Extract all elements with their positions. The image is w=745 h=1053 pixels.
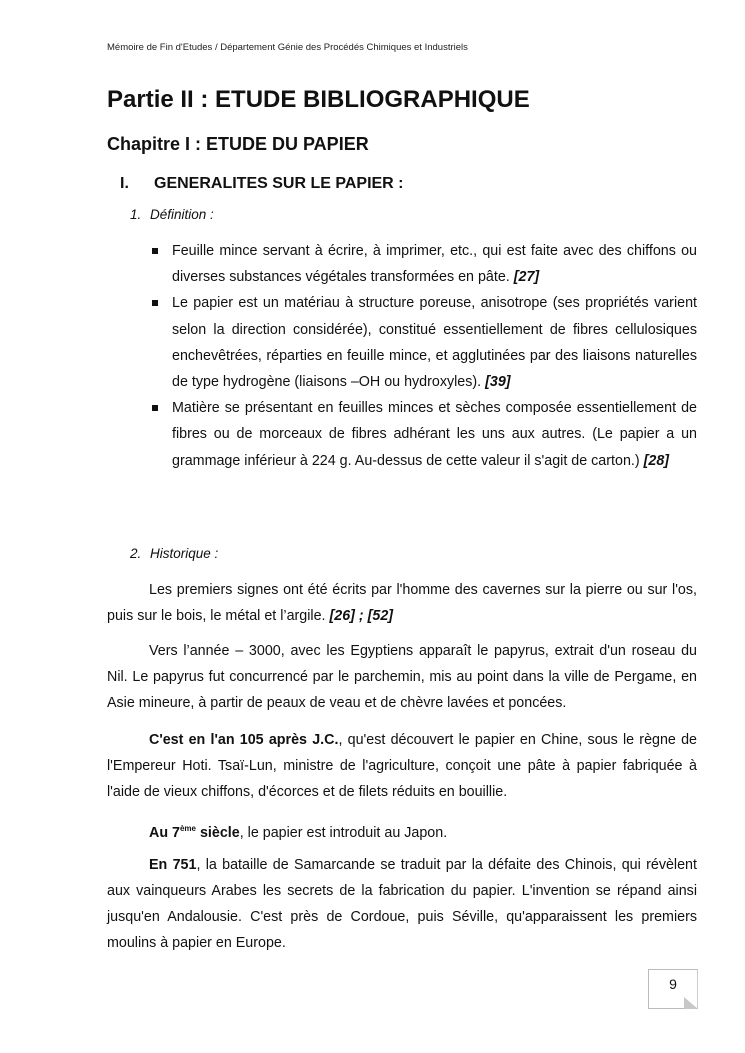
paragraph-text: , qu'est découvert le papier en Chine, sous le règne de l'Empereur Hoti. Tsaï-Lun, ministre de l'agriculture, conçoit une pâte à papier fabriquée à l'aide de vieux chiffons, d'écorces et de filets réduits en bouillie. bbox=[107, 732, 697, 800]
citation: [28] bbox=[643, 452, 670, 469]
square-bullet-icon bbox=[152, 405, 158, 411]
page-curl-icon bbox=[684, 997, 698, 1009]
emphasis: C'est en l'an 105 après J.C. bbox=[149, 732, 339, 748]
paragraph bbox=[107, 816, 697, 846]
part-title: Partie II : ETUDE BIBLIOGRAPHIQUE bbox=[107, 86, 530, 113]
citation: [26] ; [52] bbox=[329, 608, 394, 624]
section-number: I. bbox=[120, 175, 129, 192]
list-item bbox=[152, 395, 697, 474]
subsection-title: Historique : bbox=[150, 546, 219, 561]
emphasis: siècle bbox=[196, 824, 240, 841]
paragraph bbox=[107, 852, 697, 956]
list-item bbox=[152, 238, 697, 290]
list-item bbox=[152, 290, 697, 395]
item-text: Matière se présentant en feuilles minces et sèches composée essentiellement de fibres ou de morceaux de fibres adhérant les uns aux autres. (Le papier a un grammage inférieur à 224 g. Au-dessus de cette valeur il s'agit de carton.) bbox=[172, 400, 697, 469]
citation: [27] bbox=[513, 269, 540, 286]
section-title: GENERALITES SUR LE PAPIER : bbox=[154, 175, 404, 192]
item-text: Le papier est un matériau à structure poreuse, anisotrope (ses propriétés varient selon la direction considérée), constitué essentiellement de fibres cellulosiques enchevêtrées, réparties en feuille mince, et agglutinées par des liaisons naturelles de type hydrogène (liaisons –OH ou hydroxyles). bbox=[172, 295, 697, 391]
paragraph-text: Vers l’année – 3000, avec les Egyptiens apparaît le papyrus, extrait d'un roseau du Nil. Le papyrus fut concurrencé par le parchemin, mis au point dans la ville de Pergame, en Asie mineure, à partir de peaux de veau et de chèvre lavées et poncées. bbox=[107, 643, 697, 711]
subsection-number: 2. bbox=[130, 546, 142, 561]
subsection-historique bbox=[130, 546, 218, 561]
subsection-definition bbox=[130, 207, 214, 222]
citation: [39] bbox=[485, 374, 511, 391]
square-bullet-icon bbox=[152, 248, 158, 254]
page-number-box bbox=[648, 969, 698, 1009]
square-bullet-icon bbox=[152, 300, 158, 306]
paragraph bbox=[107, 727, 697, 805]
item-text: Feuille mince servant à écrire, à imprimer, etc., qui est faite avec des chiffons ou diverses substances végétales transformées en pâte. bbox=[172, 243, 697, 286]
subsection-number: 1. bbox=[130, 207, 142, 222]
emphasis: Au 7 bbox=[149, 824, 180, 841]
running-header: Mémoire de Fin d'Etudes / Département Génie des Procédés Chimiques et Industriels bbox=[107, 42, 468, 53]
definition-list bbox=[152, 238, 697, 474]
superscript: ème bbox=[179, 824, 196, 833]
paragraph bbox=[107, 638, 697, 716]
page-number: 9 bbox=[669, 976, 677, 992]
paragraph-text: , la bataille de Samarcande se traduit par la défaite des Chinois, qui révèlent aux vainqueurs Arabes les secrets de la fabrication du papier. L'invention se répand ainsi jusqu'en Andalousie. C'est près de Cordoue, puis Séville, qu'apparaissent les premiers moulins à papier en Europe. bbox=[107, 857, 697, 951]
paragraph-text: Les premiers signes ont été écrits par l'homme des cavernes sur la pierre ou sur l'os, puis sur le bois, le métal et l’argile. bbox=[107, 582, 697, 624]
section-heading bbox=[120, 175, 404, 193]
emphasis: En 751 bbox=[149, 857, 197, 873]
paragraph bbox=[107, 577, 697, 629]
paragraph-text: , le papier est introduit au Japon. bbox=[239, 824, 448, 841]
chapter-title: Chapitre I : ETUDE DU PAPIER bbox=[107, 134, 369, 154]
subsection-title: Définition : bbox=[150, 207, 214, 222]
